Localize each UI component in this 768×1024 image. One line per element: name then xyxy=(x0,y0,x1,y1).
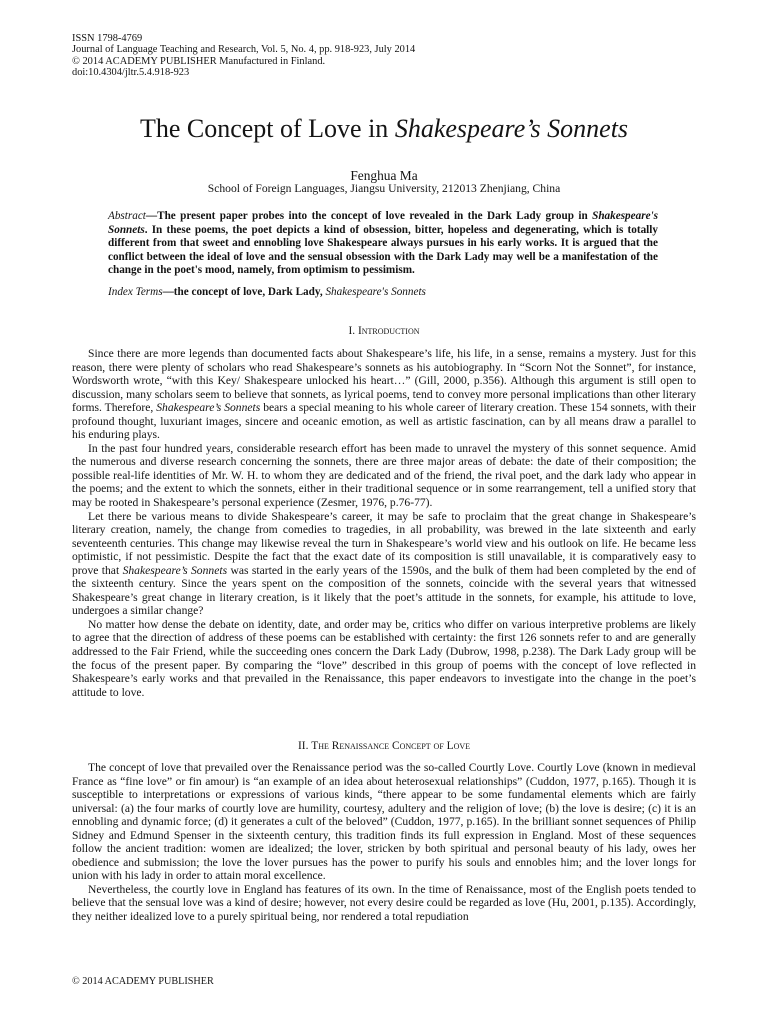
paragraph xyxy=(72,442,696,510)
index-terms-dash: — xyxy=(162,286,174,298)
paragraph-text: Nevertheless, the courtly love in England has features of its own. In the time of Renaissance, most of the English poets tended to believe that the sensual love was a kind of desire; however, not every desire could be regarded as love (Hu, 2001, p.135). Accordingly, they neither idealized love to a purely spiritual being, nor rendered a total repudiation xyxy=(72,882,697,924)
page-footer: © 2014 ACADEMY PUBLISHER xyxy=(72,976,214,987)
paper-title xyxy=(0,114,768,144)
title-prefix: The Concept of Love in xyxy=(139,114,395,143)
paragraph xyxy=(72,761,696,883)
index-terms xyxy=(108,286,658,300)
doi: doi:10.4304/jltr.5.4.918-923 xyxy=(72,67,190,79)
section-number: I. xyxy=(348,325,358,337)
journal-citation: Journal of Language Teaching and Research, Vol. 5, No. 4, pp. 918-923, July 2014 xyxy=(72,44,416,56)
abstract-text-2: . In these poems, the poet depicts a kind of obsession, bitter, hopeless and degenerating, which is totally different from that sweet and ennobling love Shakespeare always pursues in his early works. It is argued that the conflict between the ideal of love and the sensual obsession with the Dark Lady may well be a manifestation of the change in the poet's mood, namely, from optimism to pessimism. xyxy=(108,223,658,276)
section-number: II. xyxy=(297,740,312,752)
paragraph-text: bears a special meaning to his whole career of literary creation. These 154 sonnets, with their profound thought, luxuriant images, sincere and oceanic emotion, as well as artistic fascination, can by all means draw a parallel to his enduring plays. xyxy=(72,401,696,442)
paragraph xyxy=(72,883,696,924)
abstract-dash: — xyxy=(145,210,158,222)
title-italic: Shakespeare’s Sonnets xyxy=(394,114,629,143)
paragraph xyxy=(72,347,696,442)
author: Fenghua Ma xyxy=(350,168,418,183)
abstract-label: Abstract xyxy=(108,210,146,222)
renaissance-body xyxy=(72,761,696,924)
paragraph-text: was started in the early years of the 1590s, and the bulk of them had been completed by the end of the sixteenth century. Since the years spent on the composition of the sonnets, coincide with the several years that witnessed Shakespeare’s great change in literary creation, is it likely that the poet’s attitude in the sonnets, for example, his attitude to love, undergoes a similar change? xyxy=(72,563,696,618)
section-heading-introduction xyxy=(0,325,768,338)
paragraph xyxy=(72,618,696,699)
paragraph-text: The concept of love that prevailed over the Renaissance period was the so-called Courtly Love. Courtly Love (known in medieval France as “fine love” or fin amour) is “an example of an idea about heterosexual relationships” (Cuddon, 1977, p.165). Though it is susceptible to interpretations or expressions of various kinds, “there appear to be some fundamental elements which are fairly universal: (a) the four marks of courtly love are humility, courtesy, adultery and the religion of love; (b) the love is desire; (c) it is an ennobling and dynamic force; (d) it generates a cult of the beloved” (Cuddon, 1977, p.165). In the brilliant sonnet sequences of Philip Sidney and Edmund Spenser in the sixteenth century, this tradition finds its full expression in England. Most of these sequences follow the ancient tradition: women are idealized; the lover, stricken by both spiritual and personal beauty of his lady, owes her obedience and submission; the love the lover pursues has the power to purify his souls and ennobles him; and the lover longs for union with his lady in order to attain moral excellence. xyxy=(72,761,696,883)
paragraph-italic: Shakespeare’s Sonnets xyxy=(156,401,261,415)
issn: ISSN 1798-4769 xyxy=(72,33,143,44)
affiliation: School of Foreign Languages, Jiangsu University, 212013 Zhenjiang, China xyxy=(207,182,561,195)
journal-header xyxy=(72,33,415,79)
paragraph-text: No matter how dense the debate on identity, date, and order may be, critics who differ on various interpretive problems are likely to agree that the direction of address of these poems can be established with certainty: the first 126 sonnets refer to and are generally addressed to the Fair Friend, while the succeeding ones concern the Dark Lady (Dubrow, 1998, p.238). The Dark Lady group will be the focus of the present paper. By comparing the “love” described in this group of poems with the concept of love reflected in Shakespeare’s early works and that prevailed in the Renaissance, this paper endeavors to investigate into the change in the poet’s attitude to love. xyxy=(72,617,696,699)
section-title: The Renaissance Concept of Love xyxy=(311,740,471,752)
paragraph-text: Since there are more legends than documented facts about Shakespeare’s life, his life, in a sense, remains a mystery. Just for this reason, there were plenty of scholars who read Shakespeare’s sonnets as his autobiography. In “Scorn Not the Sonnet”, for instance, Wordsworth wrote, “with this Key/ Shakespeare unlocked his heart…” (Gill, 2000, p.356). Although this argument is still open to discussion, many scholars seem to believe that sonnets, as lyrical poems, tend to convey more personal implications than other literary forms. Therefore, xyxy=(72,347,696,415)
index-terms-italic: Shakespeare's Sonnets xyxy=(325,286,426,298)
abstract-text-1: The present paper probes into the concept of love revealed in the Dark Lady group in xyxy=(157,210,593,222)
index-terms-label: Index Terms xyxy=(108,286,163,298)
introduction-body xyxy=(72,347,696,699)
paragraph-text: In the past four hundred years, considerable research effort has been made to unravel the mystery of this sonnet sequence. Amid the numerous and diverse research concerning the sonnets, there are three major areas of debate: the date of their composition; the possible real-life identities of Mr. W. H. to whom they are dedicated and of the friend, the rival poet, and the dark lady who appear in the poems; and the extent to which the sonnets, either in their traditional sequence or in some rearrangement, tell a unified story that may be rooted in Shakespeare’s personal experience (Zesmer, 1976, p.76-77). xyxy=(72,441,696,510)
abstract-italic: Shakespeare's Sonnets xyxy=(108,210,658,236)
copyright-line: © 2014 ACADEMY PUBLISHER Manufactured in Finland. xyxy=(72,55,326,67)
section-heading-renaissance xyxy=(0,740,768,753)
section-title: Introduction xyxy=(357,325,420,337)
paragraph-italic: Shakespeare’s Sonnets xyxy=(122,563,228,577)
abstract xyxy=(108,210,658,278)
paragraph-text: Let there be various means to divide Shakespeare’s career, it may be safe to proclaim that the great change in Shakespeare’s literary creation, namely, the change from comedies to tragedies, in all probability, was brewed in the late sixteenth and early seventeenth centuries. This change may likewise reveal the turn in Shakespeare’s world view and his outlook on life. He became less optimistic, if not pessimistic. Despite the fact that the exact date of its composition is still unavailable, it is comparatively easy to prove that xyxy=(72,509,696,577)
index-terms-text: the concept of love, Dark Lady, xyxy=(173,286,326,298)
paragraph xyxy=(72,510,696,618)
